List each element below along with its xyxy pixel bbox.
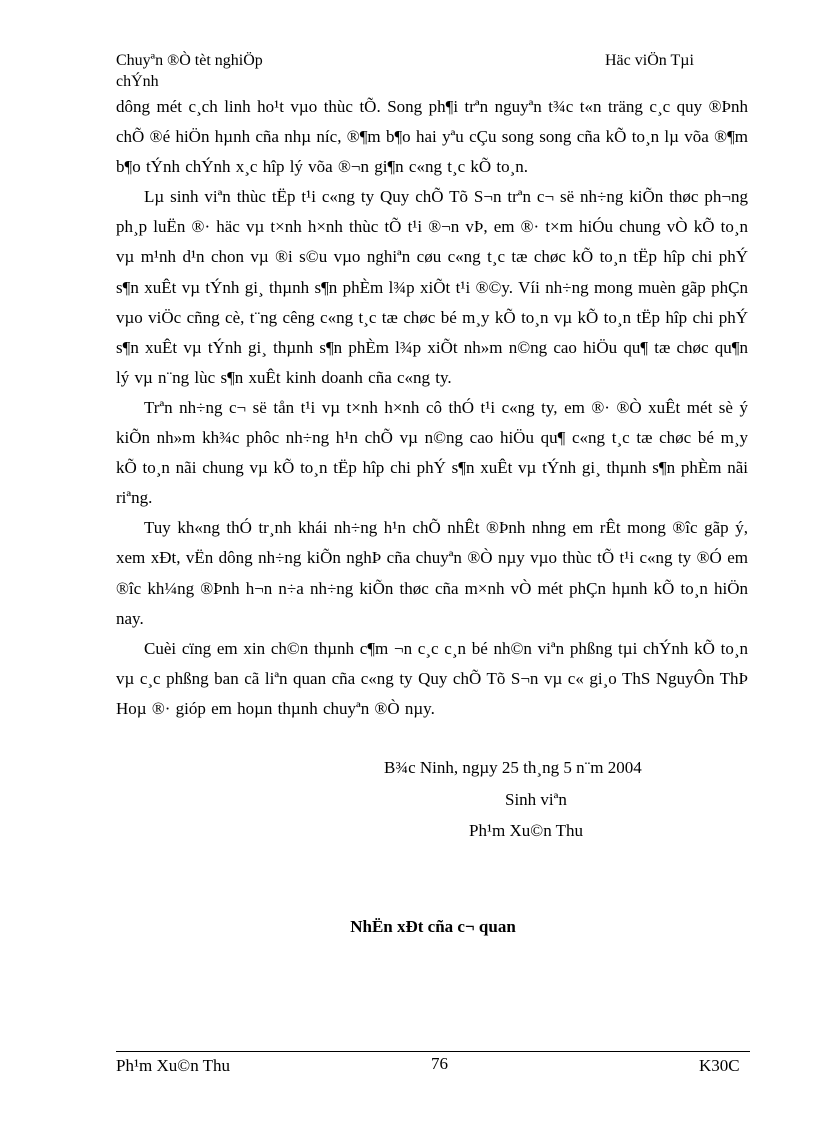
paragraph-2: Lµ sinh viªn thùc tËp t¹i c«ng ty Quy chÕ Tõ S¬n trªn c¬ së nh÷ng kiÕn thøc ph¬ng ph¸p luËn ®· häc vµ t×nh h×nh thùc tÕ t¹i ®¬n vÞ, em ®· t×m hiÓu chung vÒ kÕ to¸n vµ m¹nh d¹n chon vµ ®i s©u vµo nghiªn cøu c«ng t¸c tæ chøc kÕ to¸n tËp hîp chi phÝ s¶n xuÊt vµ tÝnh gi¸ thµnh s¶n phÈm l¾p xiÕt t¹i ®©y. Víi nh÷ng mong muèn gãp phÇn vµo viÖc cñng cè, t¨ng cêng c«ng t¸c tæ chøc bé m¸y kÕ to¸n vµ kÕ to¸n tËp hîp chi phÝ s¶n xuÊt vµ tÝnh gi¸ thµnh s¶n phÈm l¾p xiÕt nh»m n©ng cao hiÖu qu¶ tæ chøc qu¶n lý vµ n¨ng lùc s¶n xuÊt kinh doanh cña c«ng ty. [116,187,748,387]
signature-role: Sinh viªn [505,790,567,809]
header-chapter-title: Chuyªn ®Ò tèt nghiÖp [116,52,263,69]
paragraph-4: Tuy kh«ng thÓ tr¸nh khái nh÷ng h¹n chÕ nhÊt ®Þnh nhng em rÊt mong ®îc gãp ý, xem xÐt, vËn dông nh÷ng kiÕn nghÞ cña chuyªn ®Ò nµy vµo thùc tÕ t¹i c«ng ty ®Ó em ®îc kh¼ng ®Þnh h¬n n÷a nh÷ng kiÕn thøc cña m×nh vÒ mét phÇn hµnh kÕ to¸n hiÖn nay. [116,518,748,628]
running-header-left [116,50,263,92]
paragraph-5: Cuèi cïng em xin ch©n thµnh c¶m ¬n c¸c c¸n bé nh©n viªn phßng tµi chÝnh kÕ to¸n vµ c¸c phßng ban cã liªn quan cña c«ng ty Quy chÕ Tõ S¬n vµ c« gi¸o ThS NguyÔn ThÞ Hoµ ®· gióp em hoµn thµnh chuyªn ®Ò nµy. [116,638,748,718]
footer-author: Ph¹m Xu©n Thu [116,1056,231,1075]
paragraph-1: dông mét c¸ch linh ho¹t vµo thùc tÕ. Song ph¶i trªn nguyªn t¾c t«n träng c¸c quy ®Þnh chÕ ®é hiÖn hµnh cña nhµ níc, ®¶m b¶o hai yªu cÇu song song cña kÕ to¸n lµ võa ®¶m b¶o tÝnh chÝnh x¸c hîp lý võa ®¬n gi¶n c«ng t¸c kÕ to¸n. [116,97,748,177]
body-text [116,92,748,724]
page-number: 76 [431,1054,448,1073]
signature-name: Ph¹m Xu©n Thu [469,821,584,840]
signature-date: B¾c Ninh, ngµy 25 th¸ng 5 n¨m 2004 [384,758,642,777]
footer-divider [116,1051,750,1052]
paragraph-3: Trªn nh÷ng c¬ së tån t¹i vµ t×nh h×nh cô thÓ t¹i c«ng ty, em ®· ®Ò xuÊt mét sè ý kiÕn nh»m kh¾c phôc nh÷ng h¹n chÕ vµ n©ng cao hiÖu qu¶ c«ng t¸c tæ chøc bé m¸y kÕ to¸n nãi chung vµ kÕ to¸n tËp hîp chi phÝ s¶n xuÊt vµ tÝnh gi¸ thµnh s¶n phÈm nãi riªng. [116,397,748,508]
header-chapter-title-cont: chÝnh [116,73,159,90]
section-heading: NhËn xÐt cña c¬ quan [350,917,516,936]
footer-class-code: K30C [699,1056,740,1075]
header-institution: Häc viÖn Tµi [605,52,694,69]
